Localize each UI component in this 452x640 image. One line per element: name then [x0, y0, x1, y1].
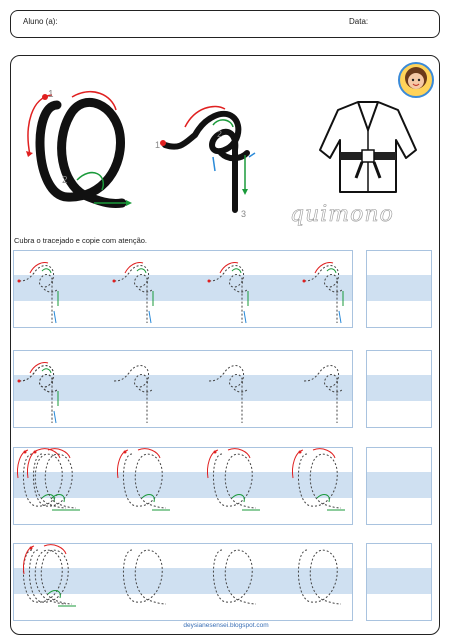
stroke-number-q1: 1: [155, 140, 161, 150]
writing-band: [367, 472, 431, 498]
avatar-icon: [398, 62, 434, 98]
stroke-number-1: 1: [48, 89, 54, 100]
copy-box-2[interactable]: [366, 350, 432, 428]
stroke-number-2: 2: [62, 175, 68, 186]
stroke-number-q2: 2: [217, 129, 223, 139]
traced-Q-row-4: [14, 544, 354, 622]
copy-box-3[interactable]: [366, 447, 432, 525]
writing-band: [367, 568, 431, 594]
practice-row-3[interactable]: [13, 447, 353, 525]
stroke-number-q3: 3: [241, 209, 247, 219]
word-quimono: quimono: [290, 202, 394, 227]
traced-q-row-2: [14, 351, 354, 429]
practice-row-4[interactable]: [13, 543, 353, 621]
date-label: Data:: [349, 17, 369, 26]
header-box: [10, 10, 440, 38]
student-label: Aluno (a):: [23, 17, 58, 26]
writing-band: [367, 275, 431, 301]
kimono-image: [318, 100, 418, 195]
copy-box-1[interactable]: [366, 250, 432, 328]
writing-band: [367, 375, 431, 401]
letter-Q-guide: [12, 85, 142, 220]
copy-box-4[interactable]: [366, 543, 432, 621]
practice-row-2[interactable]: [13, 350, 353, 428]
traced-q-row-1: [14, 251, 354, 329]
practice-row-1[interactable]: [13, 250, 353, 328]
instruction-text: Cubra o tracejado e copie com atenção.: [14, 236, 147, 245]
footer-credit: deysianesensei.blogspot.com: [183, 622, 269, 629]
letter-q-guide: [155, 95, 265, 225]
traced-Q-row-3: [14, 448, 354, 526]
